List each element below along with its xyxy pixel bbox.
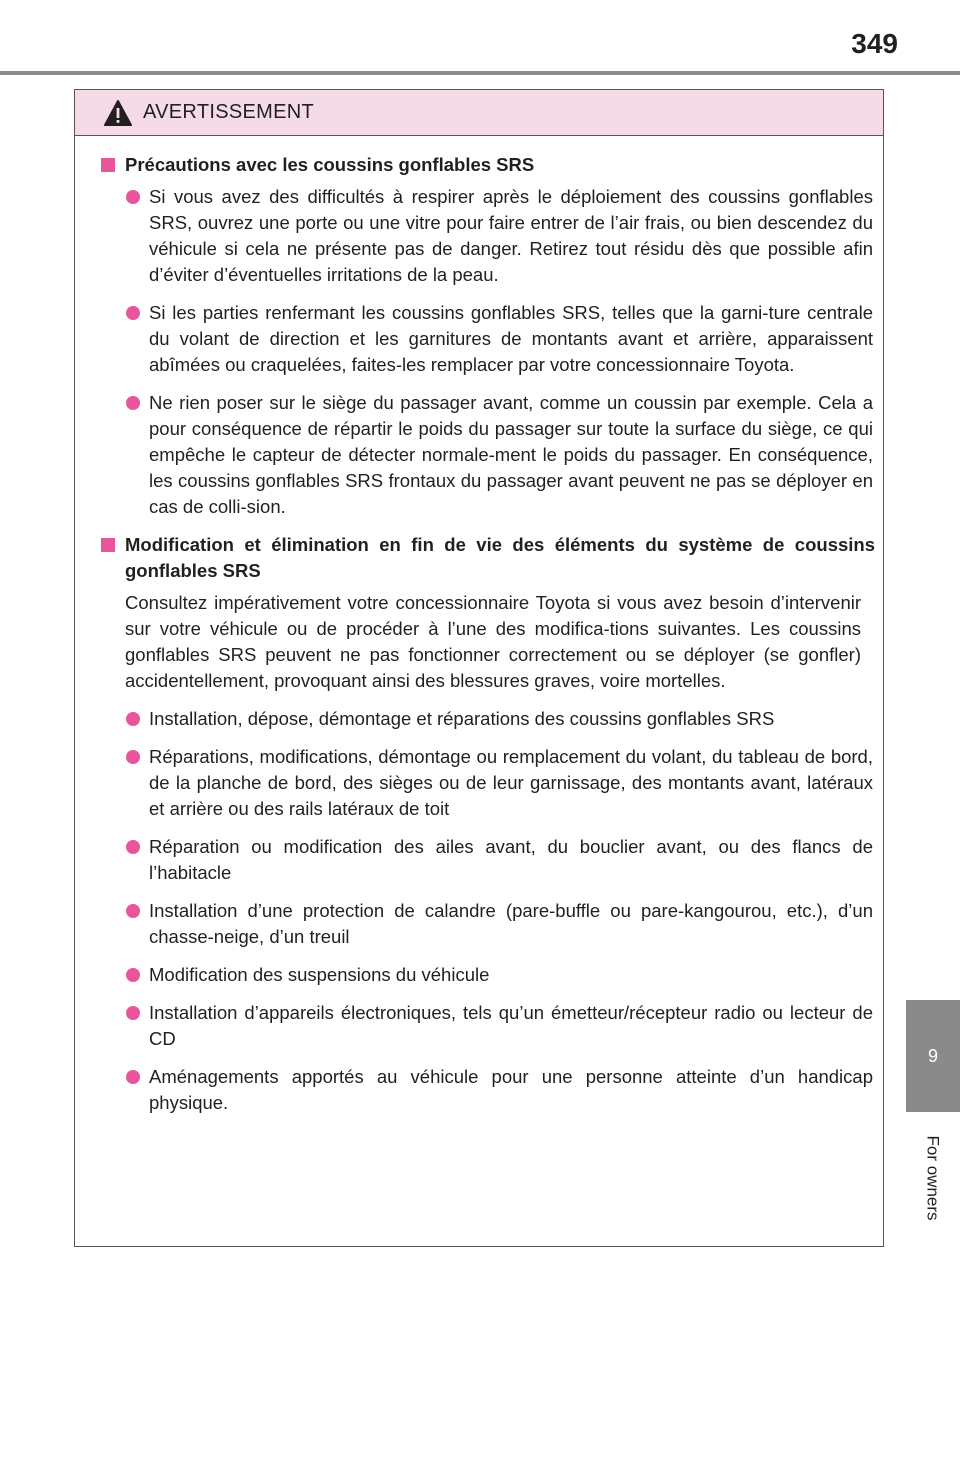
chapter-tab: [906, 1000, 960, 1112]
square-bullet-icon: [101, 158, 115, 172]
list-item-text: Installation d’une protection de calandre (pare-buffle ou pare-kangourou, etc.), d’un chasse-neige, d’un treuil: [149, 900, 873, 947]
list-item: [101, 390, 873, 520]
chapter-label: For owners: [924, 1135, 943, 1221]
round-bullet-icon: [126, 968, 140, 982]
section-heading-modification: [101, 532, 875, 584]
list-item: [101, 1000, 873, 1052]
round-bullet-icon: [126, 904, 140, 918]
list-item-text: Réparation ou modification des ailes avant, du bouclier avant, ou des flancs de l’habitacle: [149, 836, 873, 883]
warning-triangle-icon: [103, 99, 133, 127]
page-number: 349: [851, 28, 898, 59]
list-item-text: Modification des suspensions du véhicule: [149, 964, 490, 985]
list-item-text: Installation d’appareils électroniques, tels qu’un émetteur/récepteur radio ou lecteur de CD: [149, 1002, 873, 1049]
round-bullet-icon: [126, 1070, 140, 1084]
chapter-label-container: [906, 1116, 960, 1240]
warning-content: [75, 136, 883, 1116]
round-bullet-icon: [126, 712, 140, 726]
list-item: [101, 706, 873, 732]
list-item: [101, 1064, 873, 1116]
chapter-number: 9: [927, 1045, 938, 1066]
list-item-text: Si vous avez des difficultés à respirer après le déploiement des coussins gonflables SRS, ouvrez une porte ou une vitre pour faire entrer de l’air frais, ou bien descendez du véhicule si cela ne présente pas de danger. Retirez tout résidu dès que possible afin d’éviter d’éventuelles irritations de la peau.: [149, 186, 873, 285]
list-item-text: Ne rien poser sur le siège du passager avant, comme un coussin par exemple. Cela a pour conséquence de répartir le poids du passager sur toute la surface du siège, ce qui empêche le capteur de détecter normale-ment le poids du passager. En conséquence, les coussins gonflables SRS frontaux du passager avant peuvent ne pas se déployer en cas de colli-sion.: [149, 392, 873, 517]
list-item: [101, 184, 873, 288]
list-item: [101, 898, 873, 950]
list-item-text: Si les parties renfermant les coussins gonflables SRS, telles que la garni-ture centrale du volant de direction et les garnitures de montants avant et arrière, apparaissent abîmées ou craquelées, faites-les remplacer par votre concessionnaire Toyota.: [149, 302, 873, 375]
round-bullet-icon: [126, 306, 140, 320]
round-bullet-icon: [126, 396, 140, 410]
round-bullet-icon: [126, 190, 140, 204]
list-item-text: Réparations, modifications, démontage ou remplacement du volant, du tableau de bord, de la planche de bord, des sièges ou de leur garnissage, des montants avant, latéraux et arrière ou des rails latéraux de toit: [149, 746, 873, 819]
square-bullet-icon: [101, 538, 115, 552]
list-item: [101, 962, 873, 988]
warning-header: [75, 90, 883, 136]
header-rule: [0, 71, 960, 75]
round-bullet-icon: [126, 840, 140, 854]
list-item: [101, 834, 873, 886]
list-item: [101, 744, 873, 822]
warning-title: AVERTISSEMENT: [143, 101, 314, 123]
section-heading-text: Modification et élimination en fin de vie des éléments du système de coussins gonflables SRS: [125, 534, 875, 581]
section-heading-text: Précautions avec les coussins gonflables SRS: [125, 154, 535, 175]
section-intro: Consultez impérativement votre concessionnaire Toyota si vous avez besoin d’intervenir sur votre véhicule ou de procéder à l’une des modifica-tions suivantes. Les coussins gonflables SRS peuvent ne pas fonctionner correctement ou se déployer (se gonfler) accidentellement, provoquant ainsi des blessures graves, voire mortelles.: [125, 592, 861, 691]
list-item: [101, 300, 873, 378]
round-bullet-icon: [126, 750, 140, 764]
list-item-text: Installation, dépose, démontage et réparations des coussins gonflables SRS: [149, 708, 775, 729]
warning-box: [74, 89, 884, 1247]
list-item-text: Aménagements apportés au véhicule pour une personne atteinte d’un handicap physique.: [149, 1066, 873, 1113]
round-bullet-icon: [126, 1006, 140, 1020]
section-heading-precautions: [101, 152, 875, 178]
